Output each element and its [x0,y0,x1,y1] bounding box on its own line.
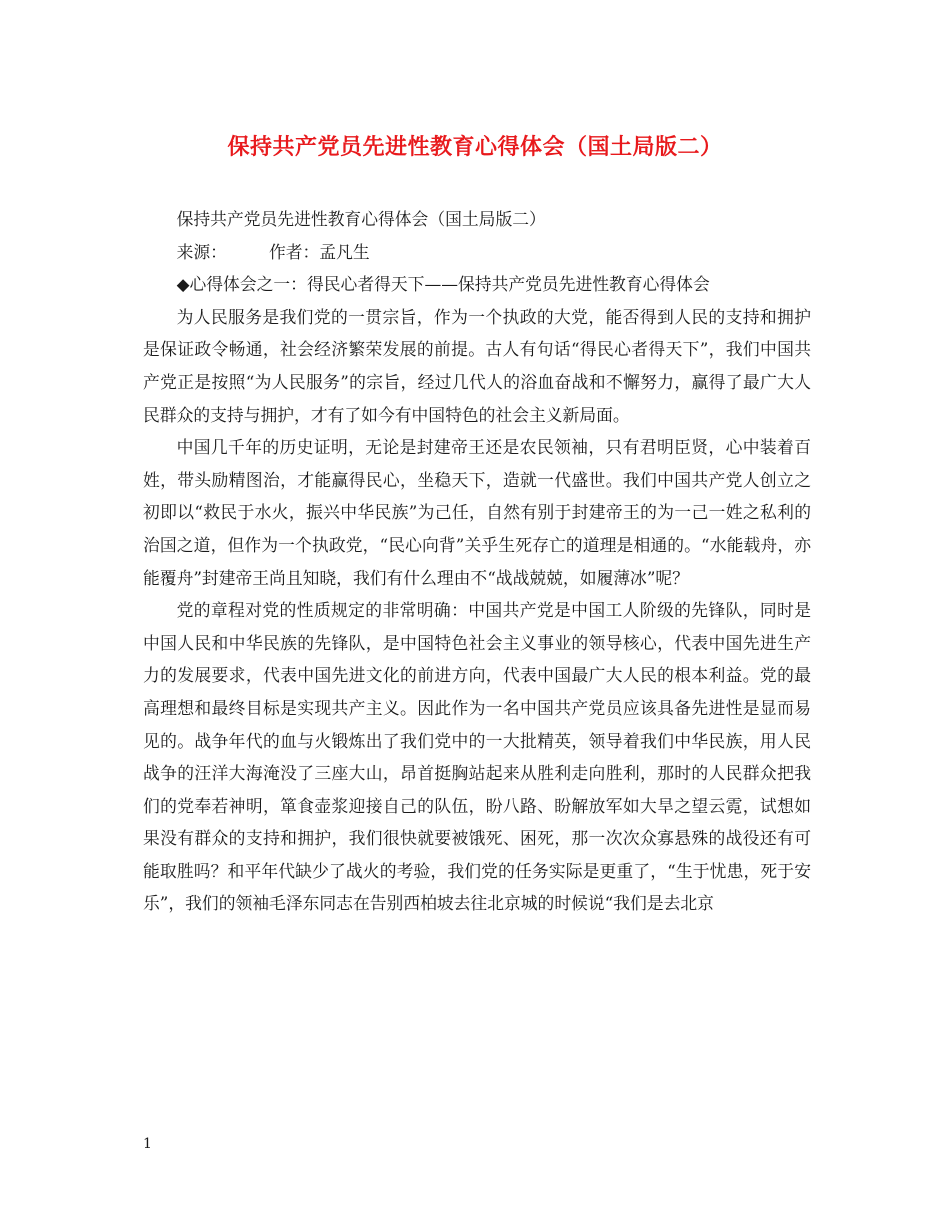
paragraph: 为人民服务是我们党的一贯宗旨，作为一个执政的大党，能否得到人民的支持和拥护是保证政令畅通，社会经济繁荣发展的前提。古人有句话“得民心者得天下”，我们中国共产党正是按照“为人民服务”的宗旨，经过几代人的浴血奋战和不懈努力，赢得了最广大人民群众的支持与拥护，才有了如今有中国特色的社会主义新局面。 [143,306,811,425]
source-author-line [143,236,811,269]
author-label: 作者：孟凡生 [268,241,370,262]
paragraph: 中国几千年的历史证明，无论是封建帝王还是农民领袖，只有君明臣贤，心中装着百姓，带头励精图治，才能赢得民心，坐稳天下，造就一代盛世。我们中国共产党人创立之初即以“救民于水火，振兴中华民族”为己任，自然有别于封建帝王的为一己一姓之私利的治国之道，但作为一个执政党，“民心向背”关乎生死存亡的道理是相通的。“水能载舟，亦能覆舟”封建帝王尚且知晓，我们有什么理由不“战战兢兢，如履薄冰”呢？ [143,437,811,588]
source-label: 来源： [176,241,227,262]
subtitle-line: 保持共产党员先进性教育心得体会（国土局版二） [176,209,546,229]
document-body [143,203,811,920]
paragraph: 党的章程对党的性质规定的非常明确：中国共产党是中国工人阶级的先锋队，同时是中国人民和中华民族的先锋队，是中国特色社会主义事业的领导核心，代表中国先进生产力的发展要求，代表中国先进文化的前进方向，代表中国最广大人民的根本利益。党的最高理想和最终目标是实现共产主义。因此作为一名中国共产党员应该具备先进性是显而易见的。战争年代的血与火锻炼出了我们党中的一大批精英，领导着我们中华民族，用人民战争的汪洋大海淹没了三座大山，昂首挺胸站起来从胜利走向胜利，那时的人民群众把我们的党奉若神明，箪食壶浆迎接自己的队伍，盼八路、盼解放军如大旱之望云霓，试想如果没有群众的支持和拥护，我们很快就要被饿死、困死，那一次次众寡悬殊的战役还有可能取胜吗？和平年代缺少了战火的考验，我们党的任务实际是更重了，“生于忧患，死于安乐”，我们的领袖毛泽东同志在告别西柏坡去往北京城的时候说“我们是去北京 [143,600,811,914]
document-title: 保持共产党员先进性教育心得体会（国土局版二） [227,134,723,160]
page-number: 1 [143,1136,152,1152]
section-heading: ◆心得体会之一：得民心者得天下——保持共产党员先进性教育心得体会 [176,274,710,295]
